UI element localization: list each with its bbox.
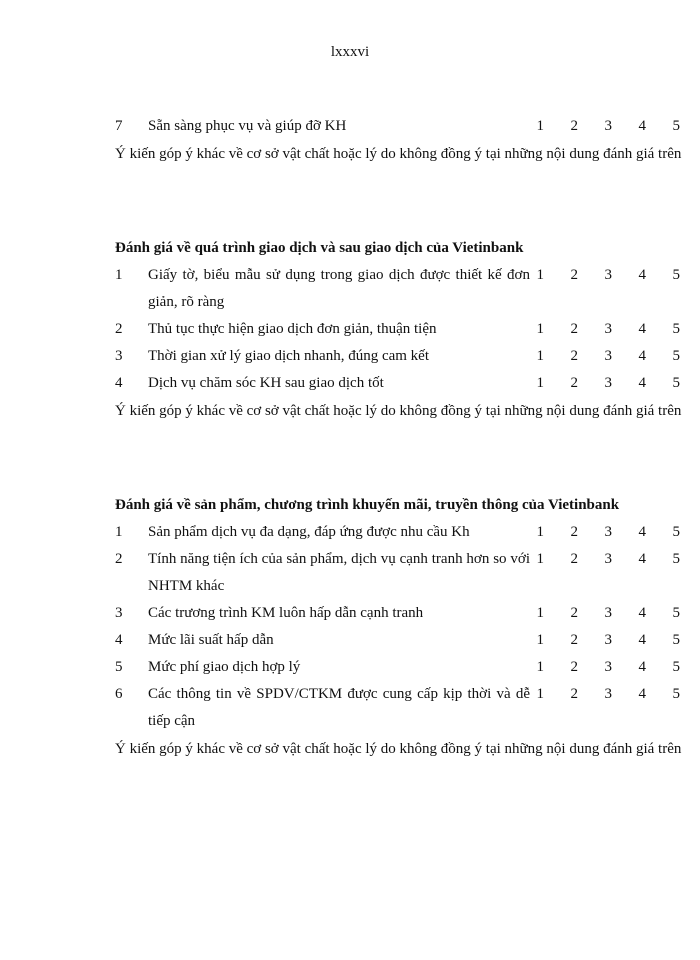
rating-scale [530, 600, 680, 627]
rating-option: 2 [570, 375, 578, 391]
rating-option: 5 [672, 267, 680, 283]
item-text: Sản phẩm dịch vụ đa dạng, đáp ứng được nhu cầu Kh [148, 524, 470, 540]
survey-item [115, 262, 685, 316]
rating-scale [530, 343, 680, 370]
item-text: Sẵn sàng phục vụ và giúp đỡ KH [148, 118, 347, 134]
rating-option: 1 [536, 632, 544, 648]
rating-scale [530, 113, 680, 140]
rating-option: 2 [570, 605, 578, 621]
section-transaction [115, 235, 685, 425]
rating-scale [530, 627, 680, 654]
rating-option: 4 [638, 686, 646, 702]
rating-option: 2 [570, 632, 578, 648]
rating-option: 4 [638, 659, 646, 675]
rating-option: 2 [570, 267, 578, 283]
item-text: Thời gian xử lý giao dịch nhanh, đúng cam kết [148, 348, 430, 364]
rating-option: 2 [570, 321, 578, 337]
rating-option: 4 [638, 375, 646, 391]
item-text: Giấy tờ, biểu mẫu sử dụng trong giao dịch được thiết kế đơn giản, rõ ràng [148, 267, 530, 310]
section-products [115, 492, 685, 763]
rating-option: 3 [604, 632, 612, 648]
survey-item [115, 546, 685, 600]
item-number: 3 [115, 348, 123, 364]
rating-scale [530, 681, 680, 708]
item-number: 4 [115, 375, 123, 391]
section-heading: Đánh giá về sản phẩm, chương trình khuyến mãi, truyền thông của Vietinbank [115, 497, 620, 513]
section-continued [115, 113, 685, 168]
rating-option: 3 [604, 551, 612, 567]
rating-option: 2 [570, 551, 578, 567]
rating-option: 5 [672, 605, 680, 621]
rating-option: 3 [604, 321, 612, 337]
rating-option: 3 [604, 267, 612, 283]
item-text: Các trương trình KM luôn hấp dẫn cạnh tranh [148, 605, 424, 621]
rating-option: 1 [536, 267, 544, 283]
survey-item [115, 343, 685, 370]
survey-item [115, 519, 685, 546]
rating-option: 4 [638, 118, 646, 134]
survey-item [115, 370, 685, 397]
rating-option: 2 [570, 659, 578, 675]
item-number: 7 [115, 118, 123, 134]
item-number: 3 [115, 605, 123, 621]
item-text: Tính năng tiện ích của sản phẩm, dịch vụ cạnh tranh hơn so với NHTM khác [148, 551, 530, 594]
rating-option: 5 [672, 348, 680, 364]
page-number: lxxxvi [330, 44, 370, 60]
rating-option: 1 [536, 659, 544, 675]
rating-option: 2 [570, 118, 578, 134]
rating-option: 5 [672, 551, 680, 567]
item-text: Dịch vụ chăm sóc KH sau giao dịch tốt [148, 375, 384, 391]
rating-option: 5 [672, 524, 680, 540]
survey-item [115, 681, 685, 735]
rating-option: 3 [604, 524, 612, 540]
rating-option: 1 [536, 686, 544, 702]
survey-item [115, 600, 685, 627]
item-text: Các thông tin về SPDV/CTKM được cung cấp kịp thời và dễ tiếp cận [148, 686, 530, 729]
item-number: 1 [115, 267, 123, 283]
rating-option: 5 [672, 632, 680, 648]
comment-prompt: Ý kiến góp ý khác về cơ sở vật chất hoặc lý do không đồng ý tại những nội dung đánh giá trên [115, 146, 682, 162]
survey-content [115, 113, 685, 763]
rating-option: 1 [536, 118, 544, 134]
rating-option: 4 [638, 524, 646, 540]
item-text: Mức phí giao dịch hợp lý [148, 659, 301, 675]
rating-option: 4 [638, 551, 646, 567]
section-heading: Đánh giá về quá trình giao dịch và sau giao dịch của Vietinbank [115, 240, 524, 256]
rating-option: 1 [536, 551, 544, 567]
rating-option: 4 [638, 267, 646, 283]
comment-prompt: Ý kiến góp ý khác về cơ sở vật chất hoặc lý do không đồng ý tại những nội dung đánh giá trên [115, 403, 682, 419]
rating-scale [530, 370, 680, 397]
rating-option: 2 [570, 686, 578, 702]
item-number: 2 [115, 321, 123, 337]
rating-option: 4 [638, 321, 646, 337]
item-number: 5 [115, 659, 123, 675]
rating-option: 2 [570, 524, 578, 540]
rating-option: 4 [638, 632, 646, 648]
survey-item [115, 654, 685, 681]
rating-option: 3 [604, 605, 612, 621]
item-text: Mức lãi suất hấp dẫn [148, 632, 274, 648]
rating-scale [530, 316, 680, 343]
rating-option: 5 [672, 686, 680, 702]
rating-option: 4 [638, 605, 646, 621]
survey-item [115, 113, 685, 140]
rating-option: 1 [536, 524, 544, 540]
rating-option: 1 [536, 605, 544, 621]
rating-option: 5 [672, 659, 680, 675]
rating-scale [530, 546, 680, 573]
rating-option: 5 [672, 375, 680, 391]
rating-option: 5 [672, 118, 680, 134]
rating-option: 3 [604, 375, 612, 391]
item-text: Thủ tục thực hiện giao dịch đơn giản, thuận tiện [148, 321, 437, 337]
survey-item [115, 627, 685, 654]
rating-scale [530, 654, 680, 681]
rating-scale [530, 262, 680, 289]
rating-option: 3 [604, 348, 612, 364]
rating-scale [530, 519, 680, 546]
comment-prompt: Ý kiến góp ý khác về cơ sở vật chất hoặc lý do không đồng ý tại những nội dung đánh giá trên [115, 741, 682, 757]
rating-option: 3 [604, 118, 612, 134]
item-number: 4 [115, 632, 123, 648]
rating-option: 1 [536, 348, 544, 364]
rating-option: 1 [536, 321, 544, 337]
item-number: 1 [115, 524, 123, 540]
rating-option: 5 [672, 321, 680, 337]
survey-item [115, 316, 685, 343]
rating-option: 3 [604, 686, 612, 702]
item-number: 6 [115, 686, 123, 702]
rating-option: 4 [638, 348, 646, 364]
rating-option: 3 [604, 659, 612, 675]
item-number: 2 [115, 551, 123, 567]
rating-option: 1 [536, 375, 544, 391]
rating-option: 2 [570, 348, 578, 364]
